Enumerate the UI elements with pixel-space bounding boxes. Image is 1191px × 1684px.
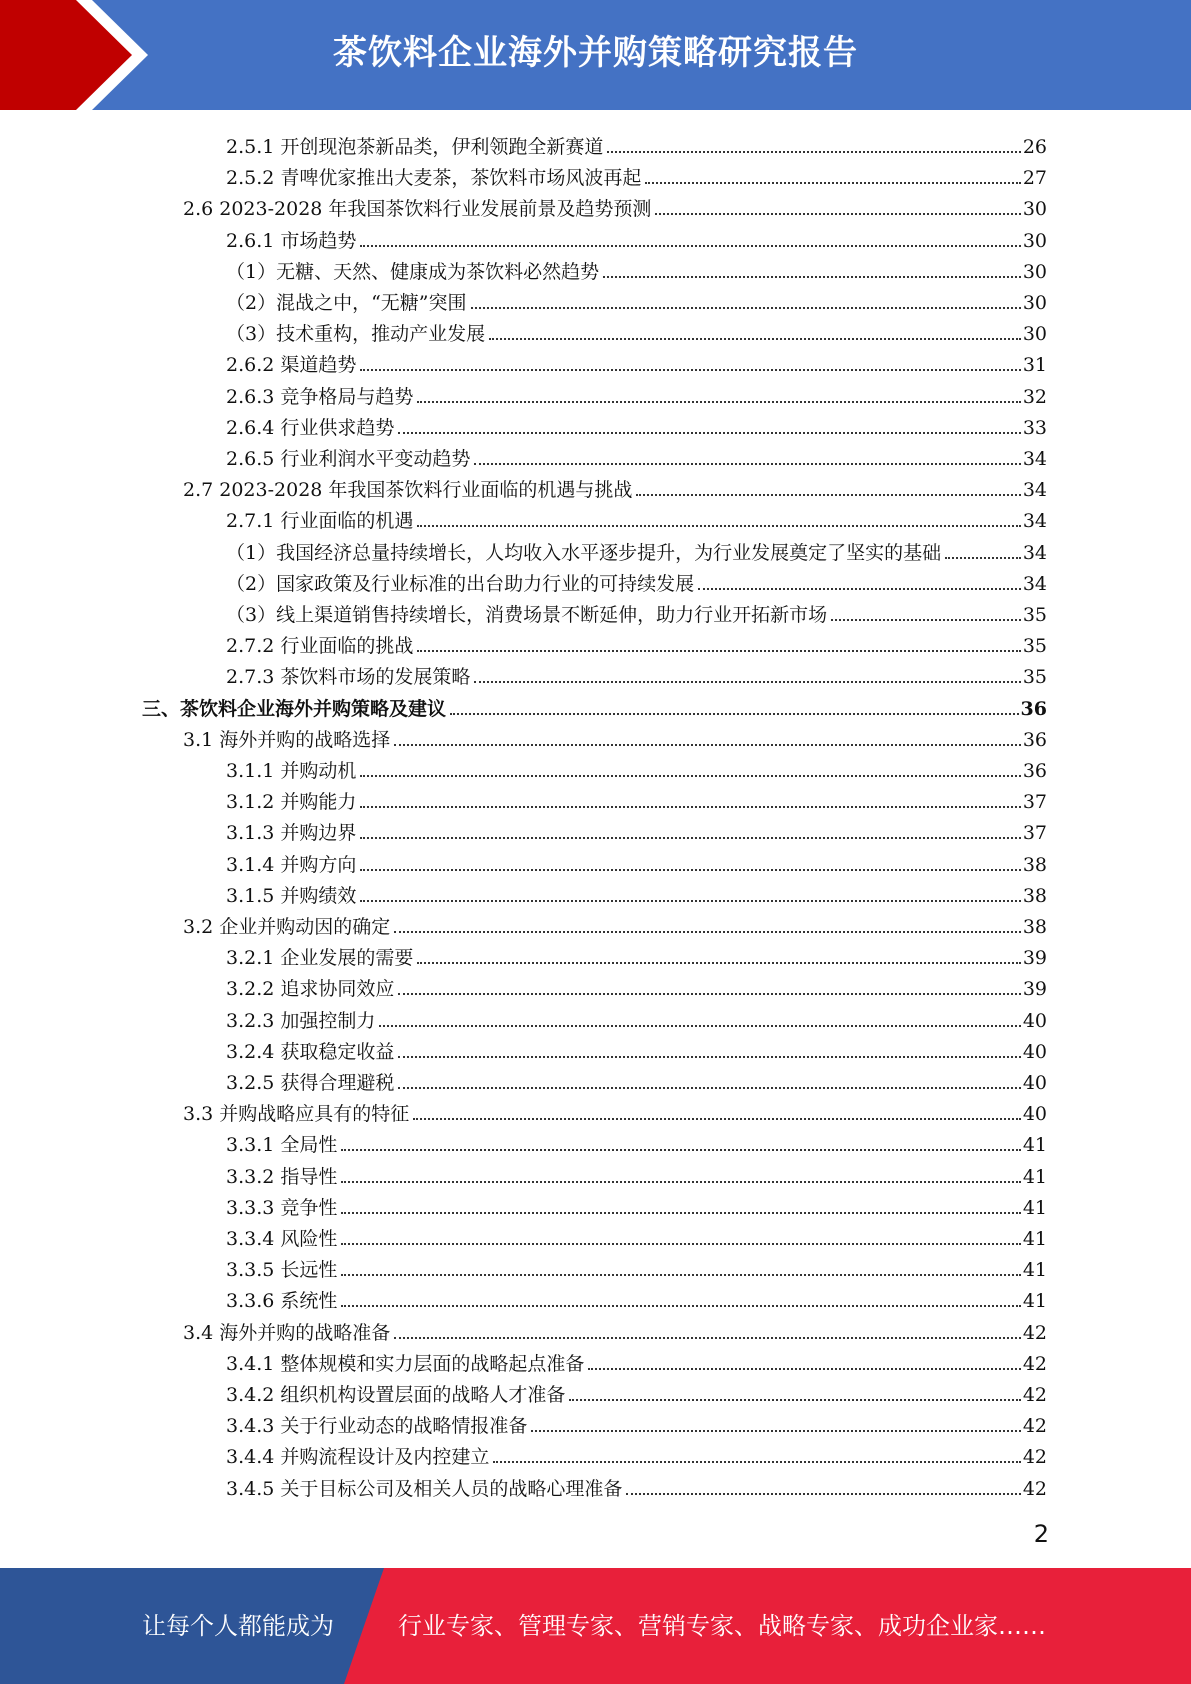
footer-slogan-right: 行业专家、管理专家、营销专家、战略专家、成功企业家……: [398, 1612, 1046, 1640]
toc-entry-page: 36: [1022, 728, 1047, 751]
toc-entry-title: 2.6.3 竞争格局与趋势: [226, 385, 414, 408]
toc-entry[interactable]: [226, 409, 1047, 440]
toc-entry-title: 3.3.1 全局性: [226, 1134, 338, 1157]
toc-leader-dots: [474, 463, 1020, 465]
toc-entry[interactable]: [226, 1407, 1047, 1438]
toc-entry-title: 3.4.2 组织机构设置层面的战略人才准备: [226, 1384, 566, 1406]
toc-entry-title: 3.2.2 追求协同效应: [226, 978, 395, 1001]
toc-entry-page: 41: [1022, 1165, 1047, 1188]
toc-entry-title: （3）线上渠道销售持续增长，消费场景不断延伸，助力行业开拓新市场: [226, 604, 828, 626]
toc-entry[interactable]: [226, 315, 1047, 346]
toc-entry-title: 3.3.5 长远性: [226, 1259, 338, 1282]
toc-entry[interactable]: [226, 1251, 1047, 1282]
toc-entry-title: （2）混战之中，“无糖”突围: [226, 292, 467, 314]
toc-entry-title: 3.4.3 关于行业动态的战略情报准备: [226, 1415, 528, 1438]
toc-leader-dots: [471, 307, 1021, 309]
toc-entry-title: 3.4.4 并购流程设计及内控建立: [226, 1446, 490, 1469]
toc-leader-dots: [398, 1056, 1020, 1058]
toc-leader-dots: [360, 806, 1020, 808]
toc-entry-title: 三、茶饮料企业海外并购策略及建议: [142, 697, 447, 720]
toc-entry[interactable]: [226, 1438, 1047, 1469]
toc-entry-title: 2.7 2023-2028 年我国茶饮料行业面临的机遇与挑战: [183, 479, 633, 502]
toc-entry-page: 42: [1022, 1321, 1047, 1344]
toc-entry-title: （2）国家政策及行业标准的出台助力行业的可持续发展: [226, 572, 695, 595]
toc-leader-dots: [655, 213, 1020, 215]
toc-entry[interactable]: [226, 534, 1047, 565]
toc-leader-dots: [360, 369, 1020, 371]
toc-entry[interactable]: [226, 565, 1047, 596]
toc-leader-dots: [831, 619, 1021, 621]
toc-entry-title: 3.3.2 指导性: [226, 1165, 338, 1188]
toc-leader-dots: [636, 494, 1020, 496]
toc-entry[interactable]: [226, 877, 1047, 908]
toc-entry[interactable]: [226, 1002, 1047, 1033]
toc-leader-dots: [341, 1243, 1020, 1245]
toc-entry-page: 32: [1022, 385, 1047, 408]
toc-entry-title: 3.2.3 加强控制力: [226, 1009, 376, 1032]
toc-leader-dots: [398, 1087, 1020, 1089]
toc-entry-title: 2.6 2023-2028 年我国茶饮料行业发展前景及趋势预测: [183, 198, 652, 221]
toc-entry[interactable]: [226, 1064, 1047, 1095]
toc-entry[interactable]: [226, 346, 1047, 377]
toc-entry[interactable]: [226, 253, 1047, 284]
toc-leader-dots: [603, 276, 1021, 278]
toc-entry-title: 2.6.2 渠道趋势: [226, 354, 357, 377]
toc-entry-title: 3.3.4 风险性: [226, 1228, 338, 1250]
toc-leader-dots: [360, 775, 1020, 777]
toc-entry-page: 31: [1022, 354, 1047, 377]
toc-entry-title: 2.6.4 行业供求趋势: [226, 416, 395, 439]
toc-leader-dots: [394, 744, 1021, 746]
toc-entry[interactable]: [183, 190, 1047, 221]
toc-leader-dots: [394, 1337, 1021, 1339]
page-number: 2: [1033, 1520, 1049, 1548]
toc-entry-page: 35: [1022, 635, 1047, 658]
toc-entry[interactable]: [226, 222, 1047, 253]
toc-entry[interactable]: [226, 752, 1047, 783]
toc-leader-dots: [398, 432, 1020, 434]
toc-leader-dots: [360, 900, 1020, 902]
toc-entry-title: 3.4 海外并购的战略准备: [183, 1321, 391, 1344]
toc-entry-page: 38: [1022, 853, 1047, 876]
toc-leader-dots: [360, 245, 1020, 247]
toc-leader-dots: [474, 681, 1020, 683]
toc-entry-page: 41: [1022, 1290, 1047, 1313]
toc-entry[interactable]: [226, 1345, 1047, 1376]
toc-entry[interactable]: [226, 1126, 1047, 1157]
toc-entry-title: 3.1.5 并购绩效: [226, 884, 357, 907]
toc-entry-page: 34: [1022, 510, 1047, 533]
toc-entry-title: （1）我国经济总量持续增长，人均收入水平逐步提升，为行业发展奠定了坚实的基础: [226, 541, 942, 564]
toc-entry-page: 41: [1022, 1259, 1047, 1282]
toc-entry[interactable]: [183, 1095, 1047, 1126]
toc-entry[interactable]: [226, 627, 1047, 658]
toc-entry-title: 2.6.5 行业利润水平变动趋势: [226, 448, 471, 470]
toc-leader-dots: [417, 401, 1020, 403]
toc-leader-dots: [341, 1212, 1020, 1214]
toc-entry-page: 41: [1022, 1196, 1047, 1219]
toc-leader-dots: [698, 588, 1021, 590]
toc-entry[interactable]: [226, 128, 1047, 159]
toc-entry[interactable]: [226, 440, 1047, 471]
toc-leader-dots: [341, 1305, 1020, 1307]
toc-leader-dots: [607, 151, 1020, 153]
toc-entry-page: 39: [1022, 947, 1047, 970]
toc-leader-dots: [413, 1118, 1021, 1120]
toc-leader-dots: [626, 1493, 1020, 1495]
toc-entry-title: 2.7.3 茶饮料市场的发展策略: [226, 666, 471, 689]
toc-leader-dots: [493, 1461, 1020, 1463]
toc-entry-page: 42: [1022, 1446, 1047, 1469]
page-header: [0, 0, 1191, 110]
toc-entry-page: 42: [1022, 1384, 1047, 1406]
toc-entry-page: 42: [1022, 1477, 1047, 1500]
toc-entry-page: 36: [1022, 760, 1047, 782]
toc-entry-page: 38: [1022, 916, 1047, 938]
toc-entry-page: 30: [1022, 260, 1047, 283]
toc-entry-page: 30: [1022, 229, 1047, 252]
toc-entry[interactable]: [226, 1376, 1047, 1407]
toc-leader-dots: [569, 1399, 1020, 1401]
toc-entry-page: 39: [1022, 978, 1047, 1001]
toc-entry-title: 2.7.2 行业面临的挑战: [226, 635, 414, 658]
toc-entry[interactable]: [226, 1189, 1047, 1220]
toc-entry[interactable]: [226, 658, 1047, 689]
toc-entry-title: 3.3.3 竞争性: [226, 1196, 338, 1219]
toc-entry-page: 27: [1022, 167, 1047, 190]
toc-entry-page: 42: [1022, 1415, 1047, 1438]
toc-entry[interactable]: [226, 159, 1047, 190]
toc-entry-title: 2.5.2 青啤优家推出大麦茶，茶饮料市场风波再起: [226, 167, 642, 190]
toc-entry-title: 3.4.5 关于目标公司及相关人员的战略心理准备: [226, 1477, 623, 1500]
toc-entry[interactable]: [226, 939, 1047, 970]
toc-leader-dots: [417, 650, 1020, 652]
toc-entry[interactable]: [226, 1220, 1047, 1251]
toc-entry-page: 41: [1022, 1228, 1047, 1250]
toc-entry-page: 34: [1022, 572, 1047, 595]
toc-leader-dots: [417, 525, 1020, 527]
toc-entry[interactable]: [226, 970, 1047, 1001]
toc-entry-page: 40: [1022, 1009, 1047, 1032]
toc-entry-page: 36: [1020, 697, 1047, 720]
toc-leader-dots: [588, 1368, 1020, 1370]
toc-entry-page: 30: [1022, 323, 1047, 346]
toc-leader-dots: [360, 869, 1020, 871]
toc-entry-title: 3.2 企业并购动因的确定: [183, 916, 391, 938]
toc-entry[interactable]: [226, 1158, 1047, 1189]
toc-entry[interactable]: [226, 502, 1047, 533]
toc-leader-dots: [531, 1430, 1020, 1432]
toc-entry-title: （3）技术重构，推动产业发展: [226, 323, 486, 346]
toc-entry[interactable]: [183, 471, 1047, 502]
toc-leader-dots: [394, 931, 1021, 933]
toc-leader-dots: [360, 837, 1020, 839]
toc-entry-page: 30: [1022, 198, 1047, 221]
toc-entry[interactable]: [226, 378, 1047, 409]
toc-entry-page: 34: [1022, 479, 1047, 502]
toc-leader-dots: [645, 182, 1020, 184]
toc-entry[interactable]: [226, 1282, 1047, 1313]
toc-entry-title: （1）无糖、天然、健康成为茶饮料必然趋势: [226, 260, 600, 283]
toc-entry[interactable]: [226, 846, 1047, 877]
toc-leader-dots: [417, 962, 1020, 964]
toc-entry-title: 3.1.3 并购边界: [226, 822, 357, 845]
toc-entry-title: 2.7.1 行业面临的机遇: [226, 510, 414, 533]
toc-entry-title: 3.2.5 获得合理避税: [226, 1072, 395, 1094]
toc-entry-title: 3.4.1 整体规模和实力层面的战略起点准备: [226, 1352, 585, 1375]
toc-entry-page: 40: [1022, 1040, 1047, 1063]
toc-entry-title: 3.1 海外并购的战略选择: [183, 728, 391, 751]
toc-entry[interactable]: [226, 1033, 1047, 1064]
toc-entry-title: 3.3.6 系统性: [226, 1290, 338, 1313]
report-title: 茶饮料企业海外并购策略研究报告: [333, 33, 858, 73]
toc-entry[interactable]: [226, 596, 1047, 627]
toc-entry-page: 33: [1022, 416, 1047, 439]
toc-entry-title: 2.5.1 开创现泡茶新品类，伊利领跑全新赛道: [226, 136, 604, 158]
toc-entry-page: 35: [1022, 666, 1047, 689]
toc-entry-page: 26: [1022, 136, 1047, 158]
toc-entry-page: 41: [1022, 1134, 1047, 1157]
toc-entry-page: 37: [1022, 791, 1047, 814]
toc-leader-dots: [489, 338, 1021, 340]
toc-entry-page: 40: [1022, 1103, 1047, 1126]
toc-entry-page: 37: [1022, 822, 1047, 845]
toc-entry[interactable]: [226, 1470, 1047, 1501]
page-footer: [0, 1568, 1191, 1684]
toc-entry-page: 42: [1022, 1352, 1047, 1375]
toc-entry-title: 3.2.4 获取稳定收益: [226, 1040, 395, 1063]
toc-entry-page: 35: [1022, 604, 1047, 626]
toc-leader-dots: [379, 1025, 1020, 1027]
toc-entry-title: 2.6.1 市场趋势: [226, 229, 357, 252]
toc-entry-page: 30: [1022, 292, 1047, 314]
toc-entry-title: 3.3 并购战略应具有的特征: [183, 1103, 410, 1126]
toc-entry[interactable]: [226, 783, 1047, 814]
toc-entry[interactable]: [183, 721, 1047, 752]
toc-entry-title: 3.1.4 并购方向: [226, 853, 357, 876]
toc-entry[interactable]: [183, 908, 1047, 939]
toc-leader-dots: [341, 1149, 1020, 1151]
toc-entry-page: 38: [1022, 884, 1047, 907]
toc-entry-page: 40: [1022, 1072, 1047, 1094]
toc-entry-title: 3.1.1 并购动机: [226, 760, 357, 782]
toc-entry[interactable]: [226, 814, 1047, 845]
toc-entry[interactable]: [226, 284, 1047, 315]
toc-entry-title: 3.1.2 并购能力: [226, 791, 357, 814]
toc-leader-dots: [341, 1274, 1020, 1276]
toc-entry-title: 3.2.1 企业发展的需要: [226, 947, 414, 970]
toc-leader-dots: [945, 557, 1021, 559]
toc-entry[interactable]: [142, 690, 1047, 721]
footer-slogan-left: 让每个人都能成为: [142, 1612, 334, 1640]
toc-leader-dots: [450, 713, 1019, 715]
toc-leader-dots: [398, 993, 1020, 995]
toc-entry[interactable]: [183, 1314, 1047, 1345]
toc-entry-page: 34: [1022, 448, 1047, 470]
toc-entry-page: 34: [1022, 541, 1047, 564]
toc-leader-dots: [341, 1181, 1020, 1183]
